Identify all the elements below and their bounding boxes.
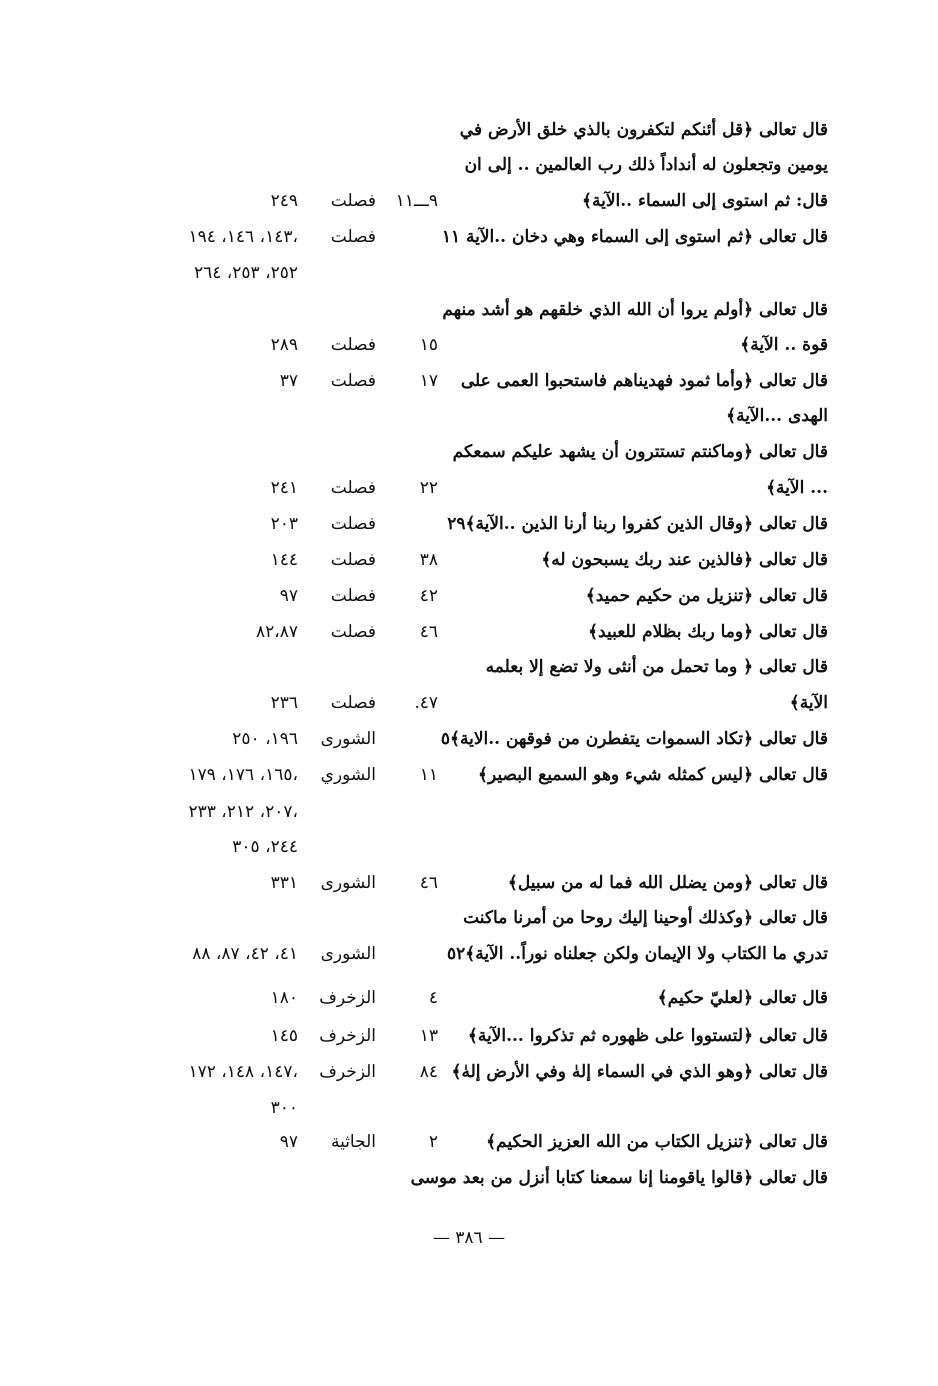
page-references: ٢٠٣ bbox=[270, 514, 298, 534]
page-references: ٤١، ٤٢، ٨٧، ٨٨ bbox=[192, 944, 298, 964]
sura-name: الشورى bbox=[320, 944, 376, 964]
sura-name: فصلت bbox=[330, 586, 376, 606]
verse-text: قال تعالى ﴿لتستووا على ظهوره ثم تذكروا ...الآية﴾ bbox=[467, 1026, 828, 1046]
verse-number: ٤٦ bbox=[419, 622, 438, 642]
verse-text: قال تعالى ﴿تنزيل الكتاب من الله العزيز الحكيم﴾ bbox=[486, 1132, 828, 1152]
page-references: ٢٠٧، ٢١٢، ٢٣٣، bbox=[188, 802, 298, 822]
page-references: ٣٠٠ bbox=[270, 1098, 298, 1118]
verse-text: قال تعالى ﴿فالذين عند ربك يسبحون له﴾ bbox=[541, 550, 828, 570]
verse-text: قال تعالى ﴿ثم استوى إلى السماء وهي دخان ..الآية ١١ bbox=[441, 227, 828, 247]
sura-name: فصلت bbox=[330, 693, 376, 713]
verse-text: الهدى ...الآية﴾ bbox=[726, 406, 828, 426]
verse-text: قال: ثم استوى إلى السماء ..الآية﴾ bbox=[582, 191, 828, 211]
sura-name: الزخرف bbox=[319, 1026, 376, 1046]
verse-text: قوة .. الآية﴾ bbox=[740, 335, 828, 355]
sura-name: الزخرف bbox=[319, 1062, 376, 1082]
sura-name: فصلت bbox=[330, 478, 376, 498]
page-references: ٩٧ bbox=[279, 1132, 298, 1152]
page-references: ٢٥٢، ٢٥٣، ٢٦٤ bbox=[194, 263, 298, 283]
verse-text: قال تعالى ﴿تنزيل من حكيم حميد﴾ bbox=[585, 586, 828, 606]
page-references: ٢٣٦ bbox=[270, 693, 298, 713]
page-references: ١٤٧، ١٤٨، ١٧٢، bbox=[188, 1062, 298, 1082]
page-references: ٣٧ bbox=[279, 371, 298, 391]
verse-text: قال تعالى ﴿تكاد السموات يتفطرن من فوقهن ..الاية﴾٥ bbox=[440, 729, 828, 749]
verse-number: ٢٢ bbox=[419, 478, 438, 498]
page-references: ٢٤٤، ٣٠٥ bbox=[232, 837, 298, 857]
sura-name: الشورى bbox=[320, 873, 376, 893]
verse-text: تدري ما الكتاب ولا الإيمان ولكن جعلناه نوراً.. الآية﴾٥٢ bbox=[446, 944, 828, 964]
verse-text: قال تعالى ﴿وقال الذين كفروا ربنا أرنا الذين ..الآية﴾٢٩ bbox=[447, 514, 828, 534]
verse-text: قال تعالى ﴿أولم يروا أن الله الذي خلقهم هو أشد منهم bbox=[442, 300, 828, 320]
verse-text: قال تعالى ﴿وهو الذي في السماء إلهٰ وفي الأرض إلهٰ﴾ bbox=[451, 1062, 828, 1082]
verse-number: ٤ bbox=[428, 988, 438, 1008]
sura-name: الجاثية bbox=[330, 1132, 376, 1152]
verse-text: قال تعالى ﴿ومن يضلل الله فما له من سبيل﴾ bbox=[507, 873, 828, 893]
sura-name: الشوري bbox=[320, 765, 376, 785]
verse-number: ١٣ bbox=[419, 1026, 438, 1046]
verse-number: ٩ـــ١١ bbox=[395, 191, 438, 211]
sura-name: فصلت bbox=[330, 622, 376, 642]
verse-text: قال تعالى ﴿قالوا ياقومنا إنا سمعنا كتابا أنزل من بعد موسى bbox=[410, 1168, 828, 1188]
verse-number: ٨٤ bbox=[419, 1062, 438, 1082]
page-references: ٢٤٩ bbox=[270, 191, 298, 211]
sura-name: الشورى bbox=[320, 729, 376, 749]
page-number: — ٣٨٦ — bbox=[432, 1228, 506, 1248]
verse-text: قال تعالى ﴿لعليّ حكيم﴾ bbox=[657, 988, 828, 1008]
verse-text: قال تعالى ﴿وما ربك بظلام للعبيد﴾ bbox=[588, 622, 828, 642]
sura-name: الزخرف bbox=[319, 988, 376, 1008]
sura-name: فصلت bbox=[330, 550, 376, 570]
verse-text: ... الآية﴾ bbox=[766, 478, 828, 498]
verse-text: قال تعالى ﴿وأما ثمود فهديناهم فاستحبوا العمى على bbox=[460, 371, 828, 391]
page-references: ١٦٥، ١٧٦، ١٧٩، bbox=[188, 765, 298, 785]
page-references: ٢٨٩ bbox=[270, 335, 298, 355]
sura-name: فصلت bbox=[330, 514, 376, 534]
verse-number: ١٧ bbox=[419, 371, 438, 391]
page-references: ٨٢،٨٧ bbox=[255, 622, 298, 642]
sura-name: فصلت bbox=[330, 335, 376, 355]
page-references: ١٤٣، ١٤٦، ١٩٤، bbox=[188, 227, 298, 247]
page-references: ١٨٠ bbox=[270, 988, 298, 1008]
verse-text: يومين وتجعلون له أنداداً ذلك رب العالمين .. إلى ان bbox=[464, 155, 828, 175]
verse-number: ٣٨ bbox=[419, 550, 438, 570]
verse-number: ٤٢ bbox=[419, 586, 438, 606]
verse-text: قال تعالى ﴿قل أئنكم لتكفرون بالذي خلق الأرض في bbox=[459, 120, 828, 140]
page-references: ١٤٤ bbox=[270, 550, 298, 570]
page-references: ٢٤١ bbox=[270, 478, 298, 498]
verse-text: قال تعالى ﴿وماكنتم تستترون أن يشهد عليكم سمعكم bbox=[452, 442, 828, 462]
verse-number: ١١ bbox=[419, 765, 438, 785]
sura-name: فصلت bbox=[330, 191, 376, 211]
verse-text: قال تعالى ﴿ وما تحمل من أنثى ولا تضع إلا بعلمه bbox=[485, 657, 828, 677]
sura-name: فصلت bbox=[330, 371, 376, 391]
sura-name: فصلت bbox=[330, 227, 376, 247]
page-references: ١٤٥ bbox=[270, 1026, 298, 1046]
verse-text: قال تعالى ﴿وكذلك أوحينا إليك روحا من أمرنا ماكنت bbox=[463, 908, 828, 928]
verse-number: ٤٦ bbox=[419, 873, 438, 893]
verse-text: الآية﴾ bbox=[789, 693, 828, 713]
verse-text: قال تعالى ﴿ليس كمثله شيء وهو السميع البصير﴾ bbox=[478, 765, 828, 785]
verse-number: ٢ bbox=[428, 1132, 438, 1152]
page-references: ١٩٦، ٢٥٠ bbox=[232, 729, 298, 749]
page-references: ٩٧ bbox=[279, 586, 298, 606]
verse-number: ١٥ bbox=[419, 335, 438, 355]
page-references: ٣٣١ bbox=[270, 873, 298, 893]
verse-number: .٤٧ bbox=[414, 693, 438, 713]
